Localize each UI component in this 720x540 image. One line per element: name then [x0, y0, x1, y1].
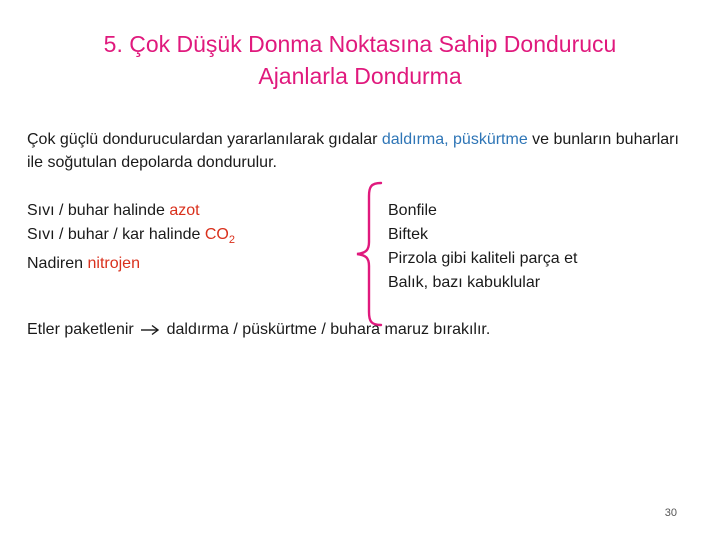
conclusion-line: [27, 318, 490, 342]
agent-item-text: Sıvı / buhar halinde: [27, 202, 170, 219]
freezing-agents-list: [27, 199, 235, 276]
agent-item-highlight: nitrojen: [87, 255, 140, 273]
agent-item-text: Nadiren: [27, 255, 88, 273]
conclusion-before: Etler paketlenir: [27, 321, 134, 338]
product-item: Balık, bazı kabuklular: [388, 274, 541, 291]
page-number: 30: [664, 507, 677, 519]
agent-item: [27, 223, 235, 252]
intro-paragraph: [27, 128, 697, 174]
agent-item-highlight: azot: [169, 202, 200, 219]
product-item: Bonfile: [388, 202, 437, 219]
slide-title-line-1: 5. Çok Düşük Donma Noktasına Sahip Dondurucu: [103, 31, 617, 57]
agent-item: [27, 252, 235, 276]
conclusion-after: daldırma / püskürtme / buhara maruz bırakılır.: [166, 321, 491, 338]
slide-title-line-2: Ajanlarla Dondurma: [258, 63, 462, 89]
arrow-right-icon: [140, 324, 160, 336]
agent-item-highlight: CO: [204, 226, 229, 243]
intro-text-before: Çok güçlü donduruculardan yararlanılarak gıdalar: [27, 131, 382, 148]
curly-brace-icon: [349, 180, 385, 328]
agent-item: [27, 199, 235, 223]
product-item: Biftek: [388, 226, 429, 243]
product-item: Pirzola gibi kaliteli parça et: [388, 250, 578, 267]
meat-products-list: [388, 199, 577, 295]
agent-item-text: Sıvı / buhar / kar halinde: [27, 226, 205, 243]
intro-highlight: daldırma, püskürtme: [381, 131, 528, 148]
intro-text-after: ve bunların buharları ile soğutulan depolarda dondurulur.: [27, 131, 679, 171]
slide-title: [0, 28, 720, 92]
agent-item-subscript: 2: [228, 234, 235, 247]
